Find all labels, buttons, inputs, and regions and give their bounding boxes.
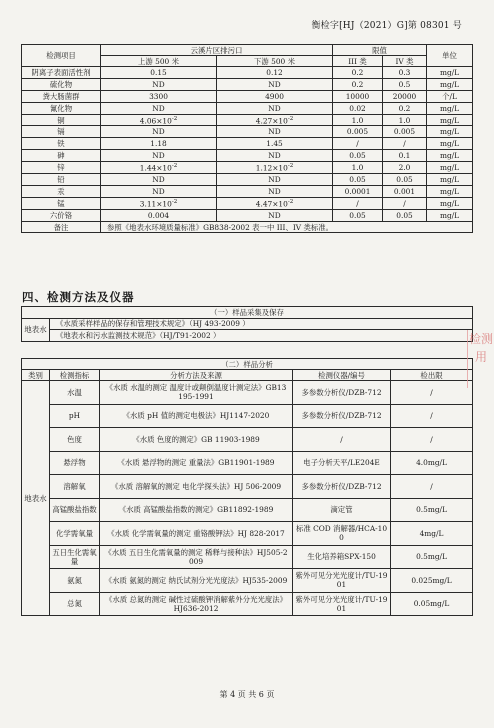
result-upstream: [101, 90, 217, 102]
value: ND: [268, 174, 281, 184]
analysis-table: [21, 358, 473, 616]
analysis-instrument: 多参数分析仪/DZB-712: [293, 381, 391, 405]
limit-class-3: /: [333, 138, 383, 150]
header-limit: 限值: [333, 45, 427, 56]
result-item: 铜: [22, 114, 101, 126]
sampling-standard-1: 《水质采样样品的保存和管理技术规定》（HJ 493-2009 ）: [50, 318, 473, 330]
result-item: 硫化物: [22, 78, 101, 90]
limit-class-4: /: [383, 138, 427, 150]
result-item: 砷: [22, 150, 101, 162]
analysis-instrument: 多参数分析仪/DZB-712: [293, 475, 391, 499]
analysis-method: 《水质 溶解氧的测定 电化学探头法》HJ 506-2009: [100, 475, 293, 499]
page-footer: 第 4 页 共 6 页: [219, 690, 275, 699]
analysis-instrument: 电子分析天平/LE204E: [293, 451, 391, 475]
limit-class-4: 0.001: [383, 185, 427, 197]
value: ND: [268, 210, 281, 220]
limit-class-4: 2.0: [383, 162, 427, 174]
value: ND: [268, 151, 281, 161]
analysis-limit: /: [391, 475, 473, 499]
value: ND: [152, 151, 165, 161]
limit-class-4: 0.05: [383, 209, 427, 221]
analysis-limit: /: [391, 404, 473, 428]
analysis-method: 《水质 水温的测定 温度计或颠倒温度计测定法》GB13195-1991: [100, 381, 293, 405]
header-indicator: 检测指标: [50, 370, 100, 381]
result-upstream: [101, 162, 217, 174]
value: 4.47×10: [255, 199, 288, 209]
limit-class-3: 0.0001: [333, 185, 383, 197]
limit-class-4: 0.005: [383, 126, 427, 138]
value: 0.004: [147, 210, 170, 220]
value: ND: [152, 127, 165, 137]
value: 1.45: [266, 139, 283, 149]
value: ND: [268, 79, 281, 89]
red-seal-stamp: 检测 用: [467, 330, 494, 388]
limit-class-3: 0.05: [333, 150, 383, 162]
limit-class-4: 0.1: [383, 150, 427, 162]
value: ND: [268, 103, 281, 113]
result-downstream: [217, 102, 333, 114]
limit-class-3: 0.2: [333, 78, 383, 90]
table-row: [22, 126, 473, 138]
analysis-indicator: 水温: [50, 381, 100, 405]
header-category: 类别: [22, 370, 50, 381]
exponent: -2: [287, 115, 294, 122]
exponent: -2: [287, 199, 294, 205]
table-row: [22, 197, 473, 209]
header-instrument: 检测仪器/编号: [293, 370, 391, 381]
table-row: [22, 451, 473, 475]
result-upstream: [101, 209, 217, 221]
unit: mg/L: [427, 162, 473, 174]
limit-class-4: 20000: [383, 90, 427, 102]
value: ND: [152, 79, 165, 89]
result-downstream: [217, 197, 333, 209]
result-downstream: [217, 185, 333, 197]
result-table: [21, 44, 473, 233]
result-item: 镉: [22, 126, 101, 138]
result-item: 阴离子表面活性剂: [22, 67, 101, 79]
analysis-indicator: 色度: [50, 428, 100, 452]
result-item: 铅: [22, 174, 101, 186]
table-row: [22, 404, 473, 428]
header-class-4: IV 类: [383, 56, 427, 67]
table-row: [22, 162, 473, 174]
table-row: [22, 78, 473, 90]
unit: mg/L: [427, 150, 473, 162]
result-downstream: [217, 126, 333, 138]
exponent: -2: [171, 199, 178, 205]
sampling-category: 地表水: [22, 318, 50, 341]
table-row: [22, 138, 473, 150]
analysis-instrument: 多参数分析仪/DZB-712: [293, 404, 391, 428]
header-unit: 单位: [427, 45, 473, 67]
value: ND: [268, 127, 281, 137]
analysis-method: 《水质 氨氮的测定 纳氏试剂分光光度法》HJ535-2009: [100, 569, 293, 593]
result-upstream: [101, 185, 217, 197]
analysis-limit: 0.5mg/L: [391, 498, 473, 522]
result-downstream: [217, 162, 333, 174]
analysis-indicator: pH: [50, 404, 100, 428]
analysis-limit: 4mg/L: [391, 522, 473, 546]
unit: 个/L: [427, 90, 473, 102]
table-row: [22, 592, 473, 616]
table-row: [22, 174, 473, 186]
limit-class-3: 10000: [333, 90, 383, 102]
table-row: [22, 102, 473, 114]
header-downstream: 下游 500 米: [217, 56, 333, 67]
limit-class-3: /: [333, 197, 383, 209]
result-upstream: [101, 114, 217, 126]
result-item: 六价铬: [22, 209, 101, 221]
analysis-limit: /: [391, 381, 473, 405]
analysis-method: 《水质 化学需氧量的测定 重铬酸钾法》HJ 828-2017: [100, 522, 293, 546]
analysis-instrument: 生化培养箱SPX-150: [293, 545, 391, 569]
analysis-instrument: 滴定管: [293, 498, 391, 522]
result-item: 粪大肠菌群: [22, 90, 101, 102]
limit-class-3: 0.05: [333, 209, 383, 221]
exponent: -2: [287, 163, 294, 170]
table-row: [22, 114, 473, 126]
result-downstream: [217, 138, 333, 150]
result-upstream: [101, 67, 217, 79]
unit: mg/L: [427, 174, 473, 186]
value: 1.18: [150, 139, 167, 149]
table-row: [22, 428, 473, 452]
limit-class-3: 0.02: [333, 102, 383, 114]
analysis-category: 地表水: [22, 381, 50, 616]
analysis-indicator: 高锰酸盐指数: [50, 498, 100, 522]
table-row: [22, 209, 473, 221]
analysis-method: 《水质 高锰酸盐指数的测定》GB11892-1989: [100, 498, 293, 522]
result-item: 锌: [22, 162, 101, 174]
result-downstream: [217, 209, 333, 221]
result-upstream: [101, 174, 217, 186]
analysis-indicator: 氨氮: [50, 569, 100, 593]
result-downstream: [217, 174, 333, 186]
result-upstream: [101, 150, 217, 162]
result-upstream: [101, 102, 217, 114]
result-upstream: [101, 126, 217, 138]
analysis-instrument: 紫外可见分光光度计/TU-1901: [293, 592, 391, 616]
value: 4.06×10: [139, 116, 172, 126]
result-item: 氰化物: [22, 102, 101, 114]
table-row: [22, 545, 473, 569]
unit: mg/L: [427, 102, 473, 114]
analysis-instrument: 标准 COD 消解器/HCA-100: [293, 522, 391, 546]
note-text: 参照《地表水环境质量标准》GB838-2002 表一中 III、IV 类标准。: [101, 221, 473, 233]
analysis-limit: 0.05mg/L: [391, 592, 473, 616]
table-row: [22, 569, 473, 593]
note-row: [22, 221, 473, 233]
analysis-method: 《水质 pH 值的测定电极法》HJ1147-2020: [100, 404, 293, 428]
limit-class-4: /: [383, 197, 427, 209]
value: 0.15: [150, 67, 167, 77]
analysis-instrument: 紫外可见分光光度计/TU-1901: [293, 569, 391, 593]
exponent: -2: [171, 115, 178, 122]
value: 3.11×10: [139, 199, 172, 209]
unit: mg/L: [427, 114, 473, 126]
sampling-title: （一）样品采集及保存: [22, 307, 473, 319]
analysis-limit: 0.5mg/L: [391, 545, 473, 569]
table-row: [22, 90, 473, 102]
value: 3300: [149, 91, 168, 101]
table-row: [22, 150, 473, 162]
report-number: 衡检字[HJ（2021）G]第 08301 号: [311, 21, 462, 31]
sampling-standard-2: 《地表水和污水监测技术规范》（HJ/T91-2002 ）: [50, 330, 473, 342]
value: ND: [268, 186, 281, 196]
value: 4900: [265, 91, 284, 101]
result-item: 铁: [22, 138, 101, 150]
unit: mg/L: [427, 78, 473, 90]
limit-class-4: 0.05: [383, 174, 427, 186]
value: ND: [152, 103, 165, 113]
analysis-limit: /: [391, 428, 473, 452]
value: 1.44×10: [139, 163, 172, 173]
exponent: -2: [171, 163, 178, 170]
result-upstream: [101, 197, 217, 209]
analysis-limit: 4.0mg/L: [391, 451, 473, 475]
result-upstream: [101, 138, 217, 150]
unit: mg/L: [427, 67, 473, 79]
analysis-indicator: 五日生化需氧量: [50, 545, 100, 569]
analysis-method: 《水质 悬浮物的测定 重量法》GB11901-1989: [100, 451, 293, 475]
analysis-indicator: 总氮: [50, 592, 100, 616]
result-upstream: [101, 78, 217, 90]
sampling-table: [21, 306, 473, 342]
table-row: [22, 185, 473, 197]
analysis-indicator: 溶解氧: [50, 475, 100, 499]
limit-class-3: 0.2: [333, 67, 383, 79]
analysis-indicator: 悬浮物: [50, 451, 100, 475]
value: ND: [152, 174, 165, 184]
table-row: [22, 498, 473, 522]
result-downstream: [217, 114, 333, 126]
result-downstream: [217, 78, 333, 90]
analysis-method: 《水质 五日生化需氧量的测定 稀释与接种法》HJ505-2009: [100, 545, 293, 569]
value: 0.12: [266, 67, 283, 77]
note-label: 备注: [22, 221, 101, 233]
limit-class-3: 1.0: [333, 162, 383, 174]
value: 4.27×10: [255, 116, 288, 126]
table-row: [22, 475, 473, 499]
header-upstream: 上游 500 米: [101, 56, 217, 67]
result-downstream: [217, 150, 333, 162]
table-row: [22, 67, 473, 79]
unit: mg/L: [427, 197, 473, 209]
header-item: 检测项目: [22, 45, 101, 67]
value: ND: [152, 186, 165, 196]
limit-class-4: 0.2: [383, 102, 427, 114]
analysis-limit: 0.025mg/L: [391, 569, 473, 593]
header-class-3: III 类: [333, 56, 383, 67]
table-row: [22, 522, 473, 546]
table-row: [22, 381, 473, 405]
analysis-instrument: /: [293, 428, 391, 452]
result-downstream: [217, 90, 333, 102]
limit-class-3: 0.005: [333, 126, 383, 138]
result-item: 汞: [22, 185, 101, 197]
header-method: 分析方法及来源: [100, 370, 293, 381]
limit-class-3: 0.05: [333, 174, 383, 186]
limit-class-4: 0.3: [383, 67, 427, 79]
analysis-title: （二）样品分析: [22, 359, 473, 370]
analysis-method: 《水质 色度的测定》GB 11903-1989: [100, 428, 293, 452]
section-title: 四、检测方法及仪器: [22, 290, 135, 304]
header-detection-limit: 检出限: [391, 370, 473, 381]
analysis-method: 《水质 总氮的测定 碱性过硫酸钾消解紫外分光光度法》HJ636-2012: [100, 592, 293, 616]
result-downstream: [217, 67, 333, 79]
limit-class-4: 0.5: [383, 78, 427, 90]
unit: mg/L: [427, 138, 473, 150]
limit-class-3: 1.0: [333, 114, 383, 126]
unit: mg/L: [427, 126, 473, 138]
limit-class-4: 1.0: [383, 114, 427, 126]
unit: mg/L: [427, 185, 473, 197]
unit: mg/L: [427, 209, 473, 221]
analysis-indicator: 化学需氧量: [50, 522, 100, 546]
result-item: 锰: [22, 197, 101, 209]
header-site: 云溪片区排污口: [101, 45, 333, 56]
value: 1.12×10: [255, 163, 288, 173]
